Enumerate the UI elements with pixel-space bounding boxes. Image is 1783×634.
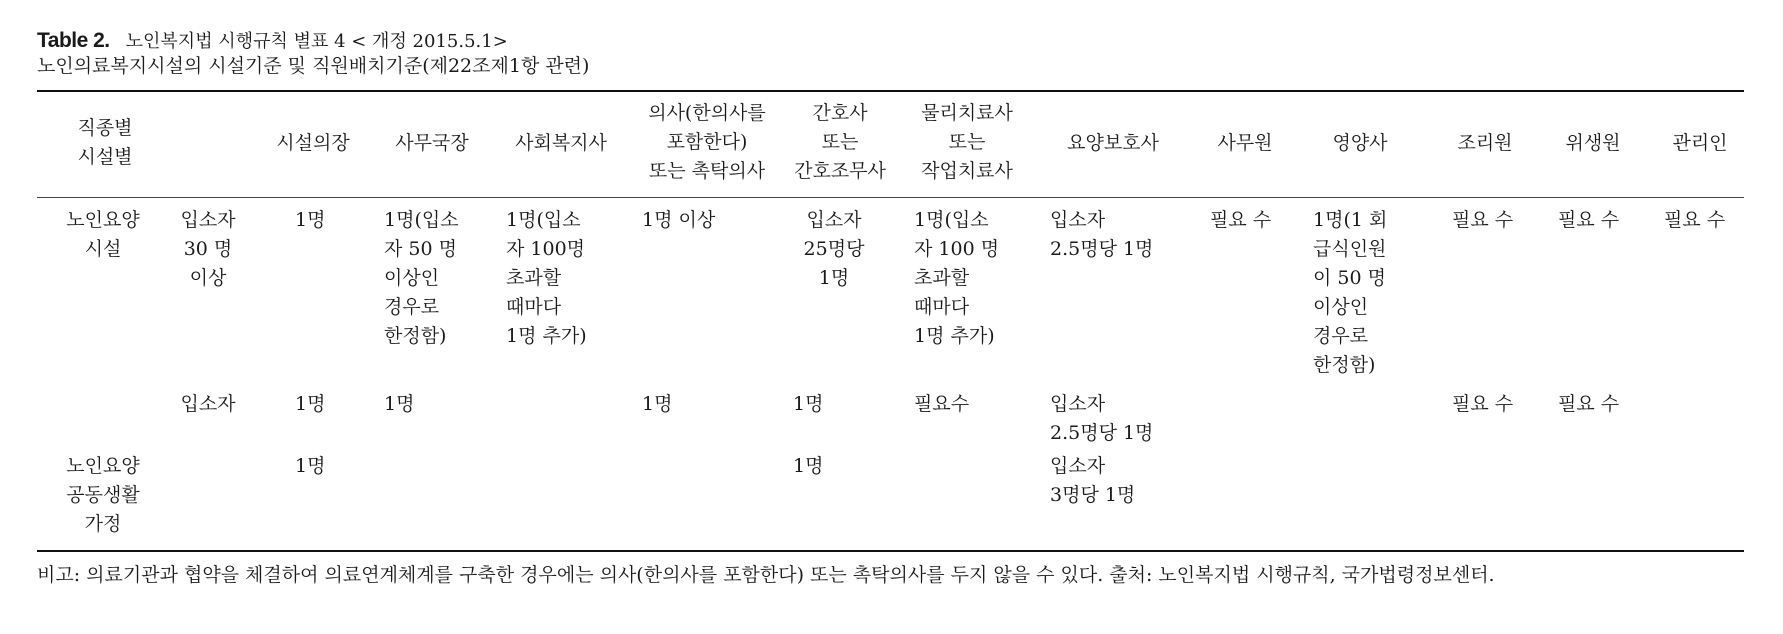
table-cell: 필요 수 [1452,393,1514,415]
table-cell: 필요 수 [1558,209,1620,231]
table-cell: 1명 이상 [642,209,716,231]
table-label: Table 2. [37,29,110,52]
col-header-clerk: 사무원 [1217,132,1273,154]
table-title: 노인복지법 시행규칙 별표 4 < 개정 2015.5.1> [125,31,508,52]
table-cell: 필요 수 [1452,209,1514,231]
table-bottom-rule [37,550,1744,552]
table-cell: 입소자 2.5명당 1명 [1050,209,1154,260]
table-cell: 1명 [793,393,824,415]
table-cell: 1명 [642,393,673,415]
table-cell: 1명 [793,455,824,477]
caption-line-1 [37,28,589,54]
table-cell: 필요 수 [1558,393,1620,415]
table-cell: 입소자 25명당 1명 [803,209,865,289]
table-cell: 1명(1 회 급식인원 이 50 명 이상인 경우로 한정함) [1313,209,1388,376]
col-header-dietitian: 영양사 [1332,132,1388,154]
col-header-caretaker: 관리인 [1672,132,1728,154]
col-header-sanitation: 위생원 [1565,132,1621,154]
table-subtitle: 노인의료복지시설의 시설기준 및 직원배치기준(제22조제1항 관련) [37,55,590,77]
table-cell: 1명(입소 자 100명 초과할 때마다 1명 추가) [506,209,587,347]
col-header-office-director: 사무국장 [395,132,469,154]
row-facility-label: 노인요양 시설 [66,209,140,260]
table-cell: 1명 [295,393,326,415]
col-header-social-worker: 사회복지사 [515,132,607,154]
table-cell: 입소자 2.5명당 1명 [1050,393,1154,444]
table-cell: 필요 수 [1210,209,1272,231]
row-facility-label: 노인요양 공동생활 가정 [66,455,140,535]
col-header-facility-head: 시설의장 [276,132,350,154]
table-cell: 필요수 [914,393,970,415]
table-cell: 1명(입소 자 100 명 초과할 때마다 1명 추가) [914,209,1000,347]
table-cell: 입소자 3명당 1명 [1050,455,1136,506]
stub-header: 직종별 시설별 [77,117,133,168]
col-header-doctor: 의사(한의사를 포함한다) 또는 촉탁의사 [648,102,766,182]
table-top-rule [37,90,1744,92]
col-header-nurse: 간호사 또는 간호조무사 [794,102,886,182]
table-footnote: 비고: 의료기관과 협약을 체결하여 의료연계체계를 구축한 경우에는 의사(한의사를 포함한다) 또는 촉탁의사를 두지 않을 수 있다. 출처: 노인복지법 시행규칙, 국가법령정보센터. [37,564,1495,586]
row-sub-label: 입소자 30 명 이상 [180,209,236,289]
table-cell: 1명 [384,393,415,415]
row-sub-label: 입소자 [180,393,236,415]
table-caption [37,28,589,79]
table-cell: 1명(입소 자 50 명 이상인 경우로 한정함) [384,209,459,347]
table-cell: 1명 [295,455,326,477]
col-header-therapist: 물리치료사 또는 작업치료사 [921,102,1013,182]
col-header-caregiver: 요양보호사 [1067,132,1159,154]
table-header-rule [37,197,1744,198]
col-header-cook: 조리원 [1457,132,1513,154]
table-cell: 1명 [295,209,326,231]
table-cell: 필요 수 [1664,209,1726,231]
